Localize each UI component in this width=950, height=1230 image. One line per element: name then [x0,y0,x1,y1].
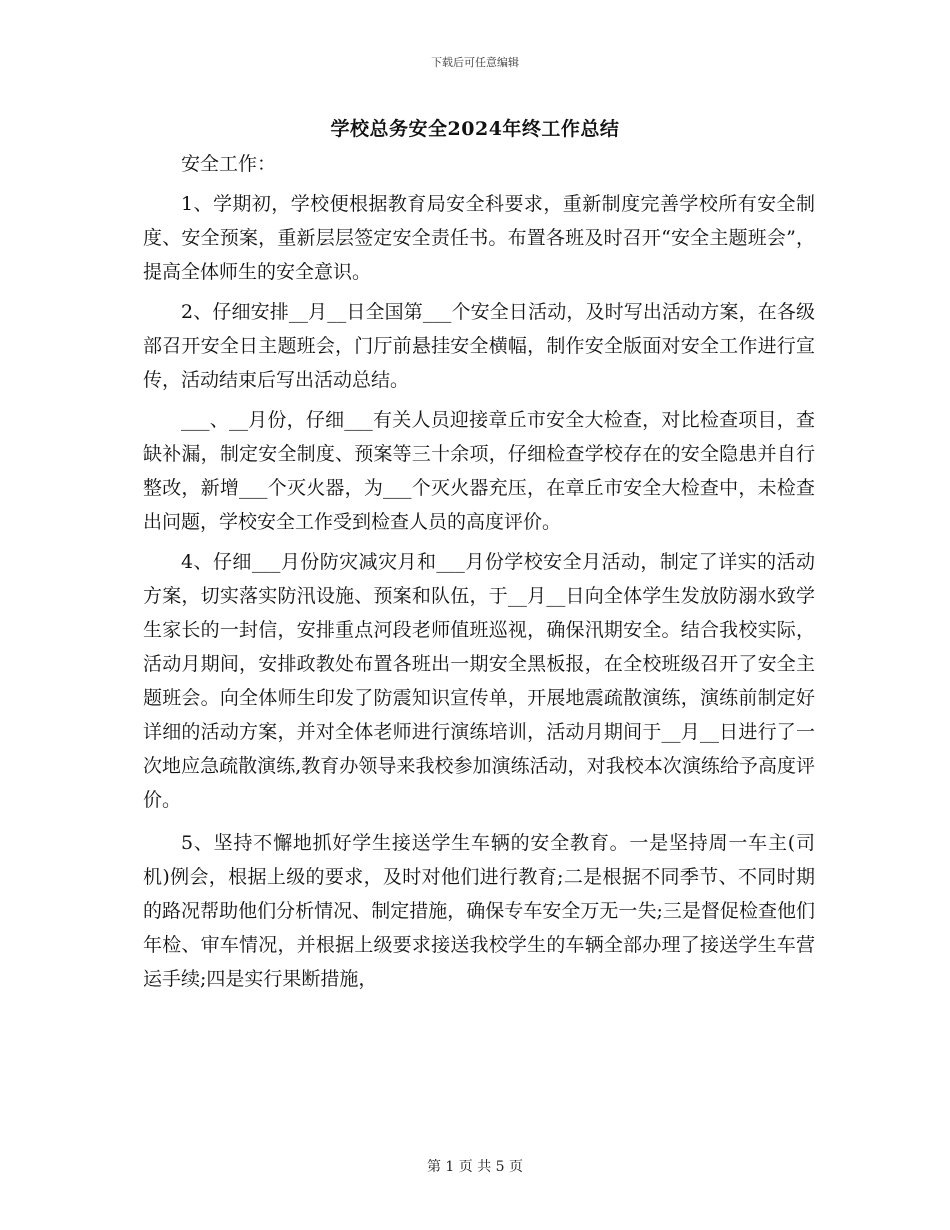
header-note: 下载后可任意编辑 [431,56,519,69]
paragraph-item-5: 5、坚持不懈地抓好学生接送学生车辆的安全教育。一是坚持周一车主(司机)例会，根据上级的要求，及时对他们进行教育;二是根据不同季节、不同时期的路况帮助他们分析情况、制定措施，确保专车安全万无一失;三是督促检查他们年检、审车情况，并根据上级要求接送我校学生的车辆全部办理了接送学生车营运手续;四是实行果断措施， [143,832,815,990]
document-body [143,147,815,996]
paragraph-item-2: 2、仔细安排__月__日全国第___个安全日活动，及时写出活动方案，在各级部召开安全日主题班会，门厅前悬挂安全横幅，制作安全版面对安全工作进行宣传，活动结束后写出活动总结。 [143,301,815,391]
paragraph-item-1: 1、学期初，学校便根据教育局安全科要求，重新制度完善学校所有安全制度、安全预案，重新层层签定安全责任书。布置各班及时召开“安全主题班会”，提高全体师生的安全意识。 [143,193,815,283]
paragraph-item-3: ___、__月份，仔细___有关人员迎接章丘市安全大检查，对比检查项目，查缺补漏，制定安全制度、预案等三十余项，仔细检查学校存在的安全隐患并自行整改，新增___个灭火器，为___个灭火器充压，在章丘市安全大检查中，未检查出问题，学校安全工作受到检查人员的高度评价。 [143,409,815,533]
page-indicator: 第 1 页 共 5 页 [426,1159,524,1175]
document-title: 学校总务安全2024年终工作总结 [330,118,620,140]
paragraph-item-4: 4、仔细___月份防灾减灾月和___月份学校安全月活动，制定了详实的活动方案，切实落实防汛设施、预案和队伍，于__月__日向全体学生发放防溺水致学生家长的一封信，安排重点河段老师值班巡视，确保汛期安全。结合我校实际，活动月期间，安排政教处布置各班出一期安全黑板报，在全校班级召开了安全主题班会。向全体师生印发了防震知识宣传单，开展地震疏散演练，演练前制定好详细的活动方案，并对全体老师进行演练培训，活动月期间于__月__日进行了一次地应急疏散演练,教育办领导来我校参加演练活动，对我校本次演练给予高度评价。 [143,551,815,811]
paragraph-section-heading: 安全工作： [181,153,277,175]
